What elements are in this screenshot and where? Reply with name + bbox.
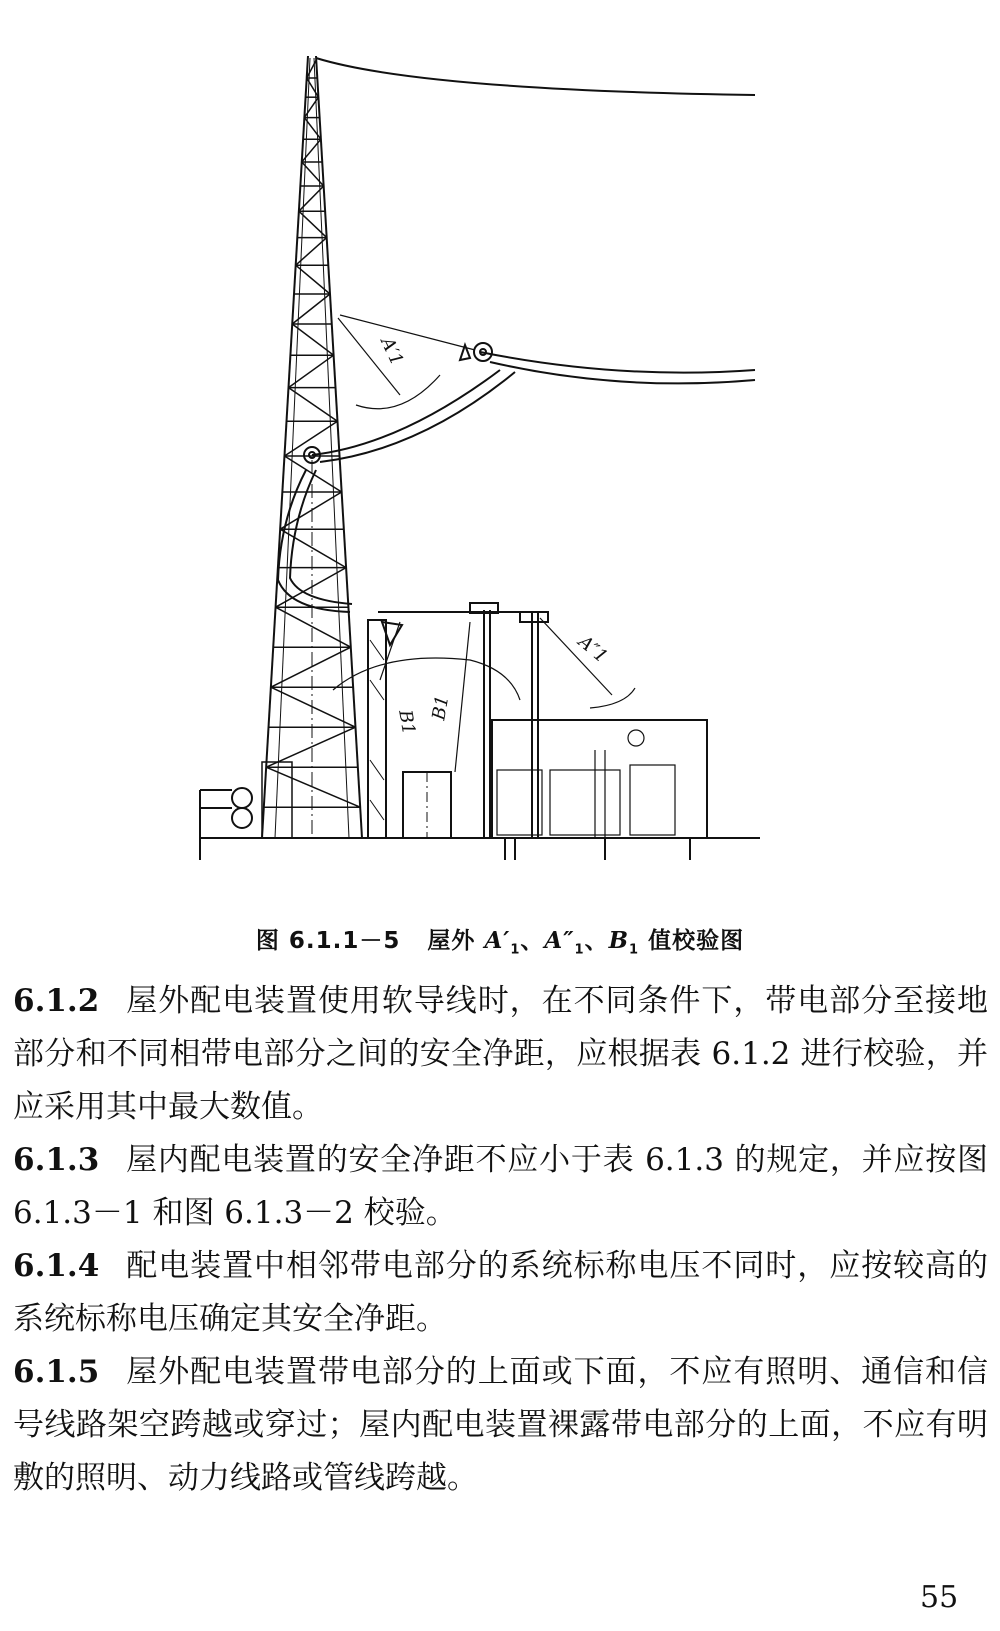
- clause-number: 6.1.3: [13, 1142, 100, 1178]
- caption-sym2: A″: [544, 927, 575, 954]
- clause-number: 6.1.4: [13, 1248, 100, 1284]
- tower-brace: [299, 211, 327, 237]
- tower-brace: [296, 238, 327, 266]
- caption-sep1: 、: [520, 928, 545, 954]
- label-b1-left: B1: [394, 708, 420, 737]
- tower-brace: [296, 265, 330, 294]
- label-b1-right: B1: [428, 693, 454, 722]
- caption-sep2: 、: [584, 928, 609, 954]
- label-a1-prime: A′1: [376, 334, 408, 369]
- figure-drawing: [190, 40, 770, 900]
- caption-sym1-sub: 1: [510, 942, 521, 958]
- figure-caption: [0, 922, 1000, 958]
- clause-text: 屋外配电装置使用软导线时，在不同条件下，带电部分至接地部分和不同相带电部分之间的安全净距，应根据表 6.1.2 进行校验，并应采用其中最大数值。: [13, 983, 988, 1125]
- caption-sym2-sub: 1: [574, 942, 585, 958]
- clause-text: 屋外配电装置带电部分的上面或下面，不应有照明、通信和信号线路架空跨越或穿过；屋内配电装置裸露带电部分的上面，不应有明敷的照明、动力线路或管线跨越。: [13, 1354, 988, 1496]
- caption-tail: 值校验图: [648, 928, 745, 954]
- clause-text: 屋内配电装置的安全净距不应小于表 6.1.3 的规定，并应按图 6.1.3－1 和图 6.1.3－2 校验。: [13, 1142, 988, 1231]
- tower-brace: [292, 294, 330, 324]
- clause-number: 6.1.5: [13, 1354, 100, 1390]
- caption-sym3: B: [608, 927, 630, 954]
- clause-text: 配电装置中相邻带电部分的系统标称电压不同时，应按较高的系统标称电压确定其安全净距。: [13, 1248, 988, 1337]
- tower-left-leg: [262, 56, 308, 838]
- caption-text: 屋外: [427, 928, 476, 954]
- page-number: 55: [920, 1580, 959, 1615]
- label-a1-double: A″1: [574, 631, 612, 668]
- caption-sym1: A′: [484, 927, 511, 954]
- caption-sym3-sub: 1: [629, 942, 640, 958]
- tower-brace: [288, 388, 337, 422]
- caption-number: 图 6.1.1－5: [255, 928, 401, 954]
- clause-number: 6.1.2: [13, 983, 100, 1019]
- body-text: [13, 975, 988, 1505]
- clause-6-1-3: [13, 1134, 988, 1240]
- clause-6-1-2: [13, 975, 988, 1134]
- clause-6-1-4: [13, 1240, 988, 1346]
- tower-brace: [288, 355, 333, 387]
- clause-6-1-5: [13, 1346, 988, 1505]
- tower-brace: [292, 324, 333, 355]
